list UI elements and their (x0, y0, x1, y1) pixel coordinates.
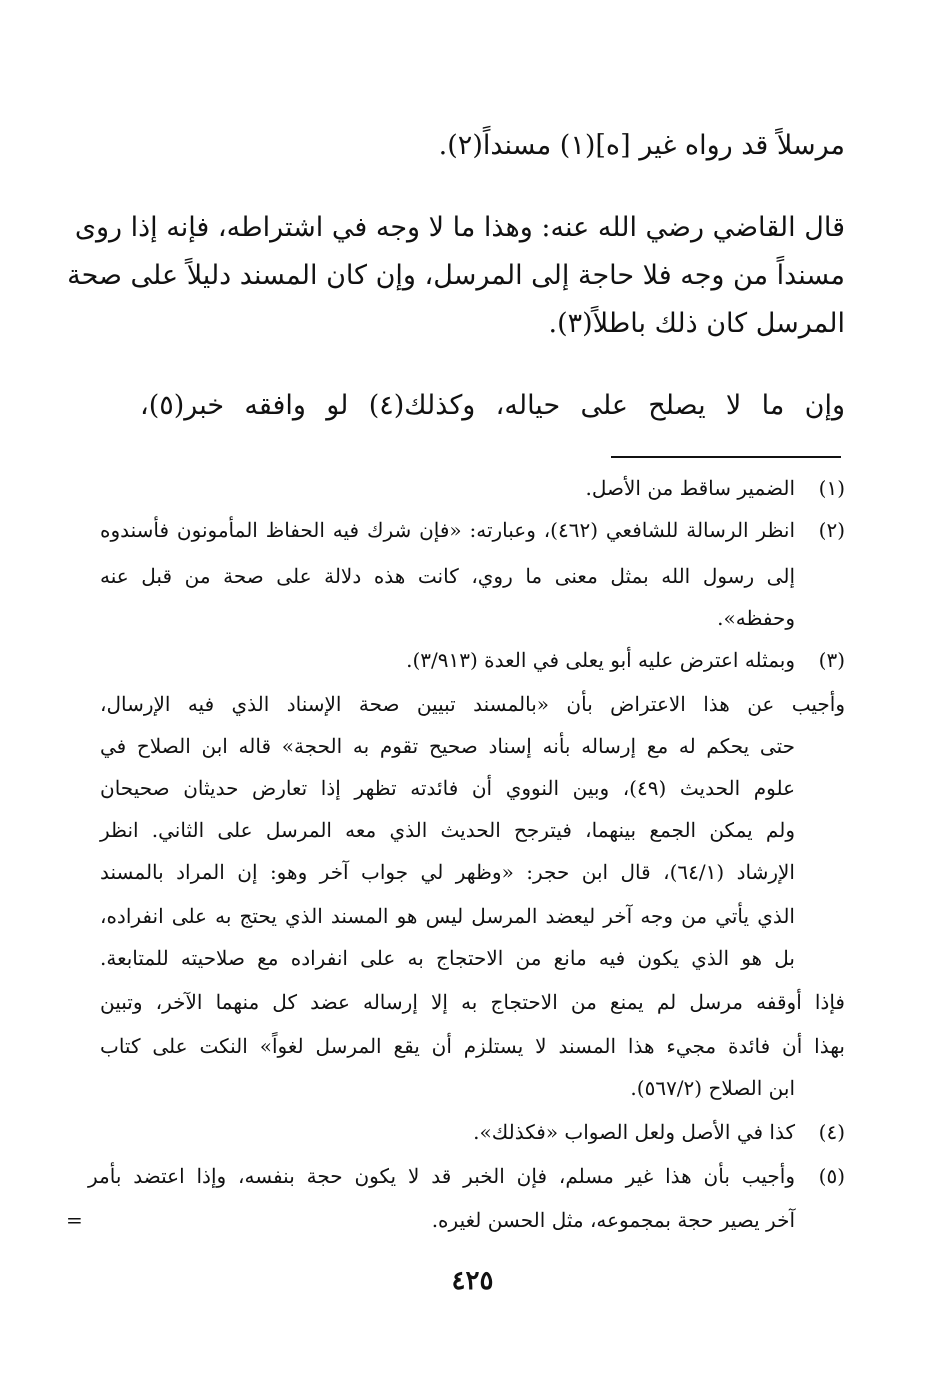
footnote-line: علوم الحديث (٤٩)، وبين النووي أن فائدته تظهر إذا تعارض حديثان صحيحان (100, 776, 796, 800)
footnote-line: وأجيب بأن هذا غير مسلم، فإن الخبر قد لا يكون حجة بنفسه، وإذا اعتضد بأمر (88, 1164, 795, 1188)
page-number: ٤٢٥ (451, 1266, 494, 1296)
continuation-mark: = (66, 1208, 83, 1232)
footnote-line: وحفظه». (717, 606, 795, 630)
footnote-line: وبمثله اعترض عليه أبو يعلى في العدة (٣/٩١٣). (406, 648, 795, 672)
footnote-line: حتى يحكم له مع إرساله بأنه إسناد صحيح تقوم به الحجة» قاله ابن الصلاح في (100, 734, 795, 758)
footnote-line: بهذا أن فائدة مجيء هذا المسند لا يستلزم أن يقع المرسل لغواً» النكت على كتاب (100, 1034, 845, 1058)
footnote-line: وأجيب عن هذا الاعتراض بأن «بالمسند تبيين صحة الإسناد الذي فيه الإرسال، (100, 692, 845, 716)
footnote-line: الذي يأتي من وجه آخر ليعضد المرسل ليس هو المسند الذي يحتج به على انفراده، (100, 904, 795, 928)
footnote-divider (611, 456, 841, 458)
footnote-number: (٣) (818, 648, 845, 672)
footnote-line: الإرشاد (٦٤/١)، قال ابن حجر: «وظهر لي جواب آخر وهو: إن المراد بالمسند (100, 860, 795, 884)
footnote-line: كذا في الأصل ولعل الصواب «فكذلك». (473, 1120, 795, 1144)
footnote-line: إلى رسول الله بمثل معنى ما روي، كانت هذه دلالة على صحة من قبل عنه (100, 564, 796, 588)
footnote-line: ابن الصلاح (٥٦٧/٢). (630, 1076, 795, 1100)
main-text-line: المرسل كان ذلك باطلاً(٣). (548, 308, 845, 339)
footnote-line: بل هو الذي يكون فيه مانع من الاحتجاج به على انفراده مع صلاحيته للمتابعة. (100, 946, 795, 970)
main-text-line: قال القاضي رضي الله عنه: وهذا ما لا وجه في اشتراطه، فإنه إذا روى (74, 212, 845, 243)
footnote-line: آخر يصير حجة بمجموعه، مثل الحسن لغيره. (431, 1208, 795, 1232)
footnote-number: (٥) (818, 1164, 845, 1188)
footnote-number: (٤) (818, 1120, 845, 1144)
main-text-line: مسنداً من وجه فلا حاجة إلى المرسل، وإن كان المسند دليلاً على صحة (67, 260, 845, 291)
footnote-line: فإذا أوقفه مرسل لم يمنع من الاحتجاج به إلا إرساله عضد كل منهما الآخر، وتبين (100, 990, 845, 1014)
footnote-number: (٢) (818, 518, 845, 542)
footnote-line: ولم يمكن الجمع بينهما، فيترجح الحديث الذي معه المرسل على الثاني. انظر (100, 818, 795, 842)
footnote-number: (١) (818, 476, 845, 500)
footnote-line: الضمير ساقط من الأصل. (585, 476, 795, 500)
footnote-line: انظر الرسالة للشافعي (٤٦٢)، وعبارته: «فإن شرك فيه الحفاظ المأمونون فأسندوه (100, 518, 795, 542)
main-text-line: وإن ما لا يصلح على حياله، وكذلك(٤) لو وافقه خبر(٥)، (140, 390, 845, 421)
main-text-line: مرسلاً قد رواه غير [ه](١) مسنداً(٢). (438, 130, 845, 161)
